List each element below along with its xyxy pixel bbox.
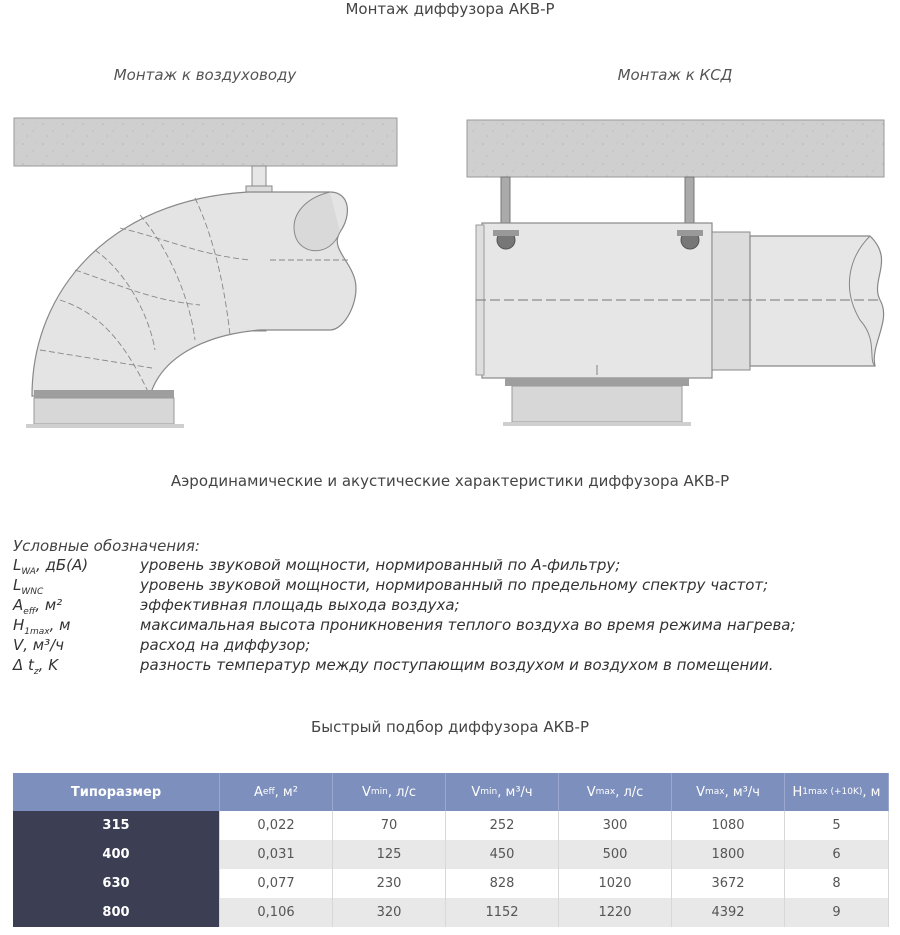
column-header: H 1max (+10K) , м [785,773,889,811]
page-title: Монтаж диффузора АКВ-Р [345,0,555,18]
legend-symbol: $H_{1max}$, м [13,616,71,637]
column-header: V max , л/с [559,773,672,811]
diffuser-right [512,386,682,422]
table-cell: 8 [785,869,889,898]
table-cell: 125 [333,840,446,869]
threaded-rod-1 [501,177,510,225]
legend-description: эффективная площадь выхода воздуха; [140,596,460,614]
ksd-box [482,223,712,378]
table-row [13,840,889,869]
table-cell: 320 [333,898,446,927]
table-cell: 0,077 [220,869,333,898]
table-cell: 3672 [672,869,785,898]
table-cell: 400 [13,840,220,869]
section-heading-aero: Аэродинамические и акустические характеристики диффузора АКВ-Р [170,472,730,490]
table-row [13,811,889,840]
table-cell: 1800 [672,840,785,869]
selection-table [13,773,889,927]
legend-symbol: V, м³/ч [13,636,65,654]
supply-duct [750,236,884,366]
table-cell: 1020 [559,869,672,898]
legend-symbol: $A_{eff}$, м² [13,596,63,617]
table-cell: 1080 [672,811,785,840]
table-cell: 1220 [559,898,672,927]
table-cell: 630 [13,869,220,898]
table-cell: 9 [785,898,889,927]
figure-caption-ksd: Монтаж к КСД [617,66,733,84]
table-cell: 230 [333,869,446,898]
table-row [13,898,889,927]
table-cell: 500 [559,840,672,869]
legend-heading: Условные обозначения: [13,537,200,555]
legend-symbol: $L_{WA}$, дБ(А) [13,556,89,577]
figure-caption-duct: Монтаж к воздуховоду [113,66,297,84]
table-cell: 300 [559,811,672,840]
legend-description: расход на диффузор; [140,636,311,654]
legend-description: максимальная высота проникновения теплого воздуха во время режима нагрева; [140,616,796,634]
installation-drawings [0,95,900,440]
diffuser-left [34,398,174,424]
table-cell: 450 [446,840,559,869]
table-cell: 6 [785,840,889,869]
table-cell: 0,106 [220,898,333,927]
column-header: Типоразмер [13,773,220,811]
table-cell: 5 [785,811,889,840]
duct-mount-drawing [14,118,397,428]
ksd-mount-drawing [467,120,884,426]
table-cell: 315 [13,811,220,840]
table-cell: 0,031 [220,840,333,869]
table-cell: 828 [446,869,559,898]
section-heading-selection: Быстрый подбор диффузора АКВ-Р [310,718,589,736]
table-cell: 70 [333,811,446,840]
legend-symbol: $L_{WNC}$ [13,576,44,597]
legend-symbol: Δ $t_z$, K [13,656,59,677]
table-row [13,869,889,898]
table-header-row [13,773,889,811]
legend-description: уровень звуковой мощности, нормированный по А-фильтру; [140,556,621,574]
legend-description: разность температур между поступающим воздухом и воздухом в помещении. [140,656,774,674]
table-cell: 252 [446,811,559,840]
table-cell: 800 [13,898,220,927]
legend-description: уровень звуковой мощности, нормированный по предельному спектру частот; [140,576,769,594]
ceiling-slab-left [14,118,397,166]
column-header: V min , м³/ч [446,773,559,811]
column-header: V min , л/с [333,773,446,811]
table-cell: 4392 [672,898,785,927]
column-header: A eff , м² [220,773,333,811]
column-header: V max , м³/ч [672,773,785,811]
table-cell: 0,022 [220,811,333,840]
table-cell: 1152 [446,898,559,927]
threaded-rod-2 [685,177,694,225]
ceiling-slab-right [467,120,884,177]
